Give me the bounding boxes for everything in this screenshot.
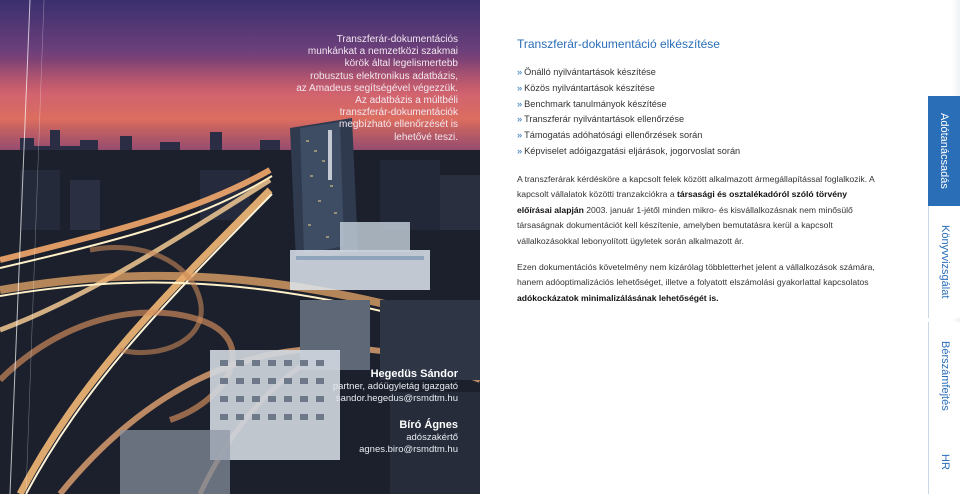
tab-konyvvizsgalat[interactable] xyxy=(928,206,960,318)
tab-berszamfejtes[interactable] xyxy=(928,322,960,430)
intro-line: körök által legelismertebb xyxy=(344,58,458,70)
list-item xyxy=(517,97,740,113)
paragraph-text: A transzferárak kérdésköre a kapcsolt felek között alkalmazott ármegállapítással foglalkozik. A kapcsolt vállalatok közötti tranzakciókra a xyxy=(517,174,875,200)
tab-hr[interactable] xyxy=(928,430,960,494)
tab-label: HR xyxy=(939,454,951,470)
list-item xyxy=(517,65,740,81)
contact-email[interactable]: sandor.hegedus@rsmdtm.hu xyxy=(335,393,458,404)
bullet-mark: » xyxy=(517,67,523,77)
list-item xyxy=(517,128,740,144)
page-title: Transzferár-dokumentáció elkészítése xyxy=(517,37,720,51)
paragraph-transfer-pricing xyxy=(517,172,879,249)
tab-label: Adótanácsadás xyxy=(938,113,950,189)
section-tabs xyxy=(922,0,960,494)
intro-line: megbízható ellenőrzését is xyxy=(339,119,458,131)
list-item-label: Közös nyilvántartások készítése xyxy=(524,82,655,93)
intro-text xyxy=(288,34,458,144)
intro-line: munkánkat a nemzetközi szakmai xyxy=(307,46,458,58)
list-item-label: Transzferár nyilvántartások ellenőrzése xyxy=(524,114,685,125)
contact-name: Hegedüs Sándor xyxy=(370,368,458,380)
paragraph-text: 2003. január 1-jétől minden mikro- és kisvállalkozásnak nem minősülő társaságnak dokumentációt kell készítenie, amelyben bemutatásra kerül a kapcsolt vállalkozásokkal lebonyolított ügyletek során alkalmazott ár. xyxy=(517,204,853,246)
intro-line: robusztus elektronikus adatbázis, xyxy=(310,70,458,82)
contact-block xyxy=(333,368,458,456)
intro-line: Az adatbázis a múltbéli xyxy=(355,95,458,107)
contact-role: partner, adóügyletág igazgató xyxy=(332,381,458,392)
tab-adotanacsadas[interactable] xyxy=(928,96,960,206)
paragraph-text: Ezen dokumentációs követelmény nem kizárólag többletterhet jelent a vállalkozások számára, hanem adóoptimalizációs lehetőséget, illetve a folyatott elszámolási gyakorlattal kapcsolatos xyxy=(517,262,875,288)
list-item-label: Benchmark tanulmányok készítése xyxy=(524,98,667,109)
contact-name: Bíró Ágnes xyxy=(399,419,458,431)
intro-line: az Amadeus segítségével végezzük. xyxy=(296,82,458,94)
tab-label: Könyvvizsgálat xyxy=(939,225,951,299)
bullet-mark: » xyxy=(517,98,523,109)
bullet-mark: » xyxy=(517,145,523,156)
bullet-mark: » xyxy=(517,114,523,125)
bullet-mark: » xyxy=(517,82,523,93)
intro-line: Transzferár-dokumentációs xyxy=(336,34,458,45)
list-item xyxy=(517,144,740,160)
list-item xyxy=(517,81,740,97)
service-list xyxy=(517,65,740,160)
tab-label: Bérszámfejtés xyxy=(939,341,951,411)
list-item-label: Önálló nyilvántartások készítése xyxy=(524,67,656,77)
contact-email[interactable]: agnes.biro@rsmdtm.hu xyxy=(359,444,458,455)
intro-line: lehetővé teszi. xyxy=(394,131,458,143)
paragraph-opportunity xyxy=(517,260,879,306)
list-item xyxy=(517,112,740,128)
list-item-label: Támogatás adóhatósági ellenőrzések során xyxy=(524,130,703,141)
intro-line: transzferár-dokumentációk xyxy=(339,107,458,119)
bullet-mark: » xyxy=(517,130,523,141)
list-item-label: Képviselet adóigazgatási eljárások, jogorvoslat során xyxy=(524,145,741,156)
content-panel xyxy=(480,0,930,494)
contact-role: adószakértő xyxy=(406,432,458,443)
paragraph-bold: adókockázatok minimalizálásának lehetőségét is. xyxy=(517,292,719,303)
paragraph-bold: társasági és osztalékadóról szóló törvény előírásai alapján xyxy=(517,189,848,215)
